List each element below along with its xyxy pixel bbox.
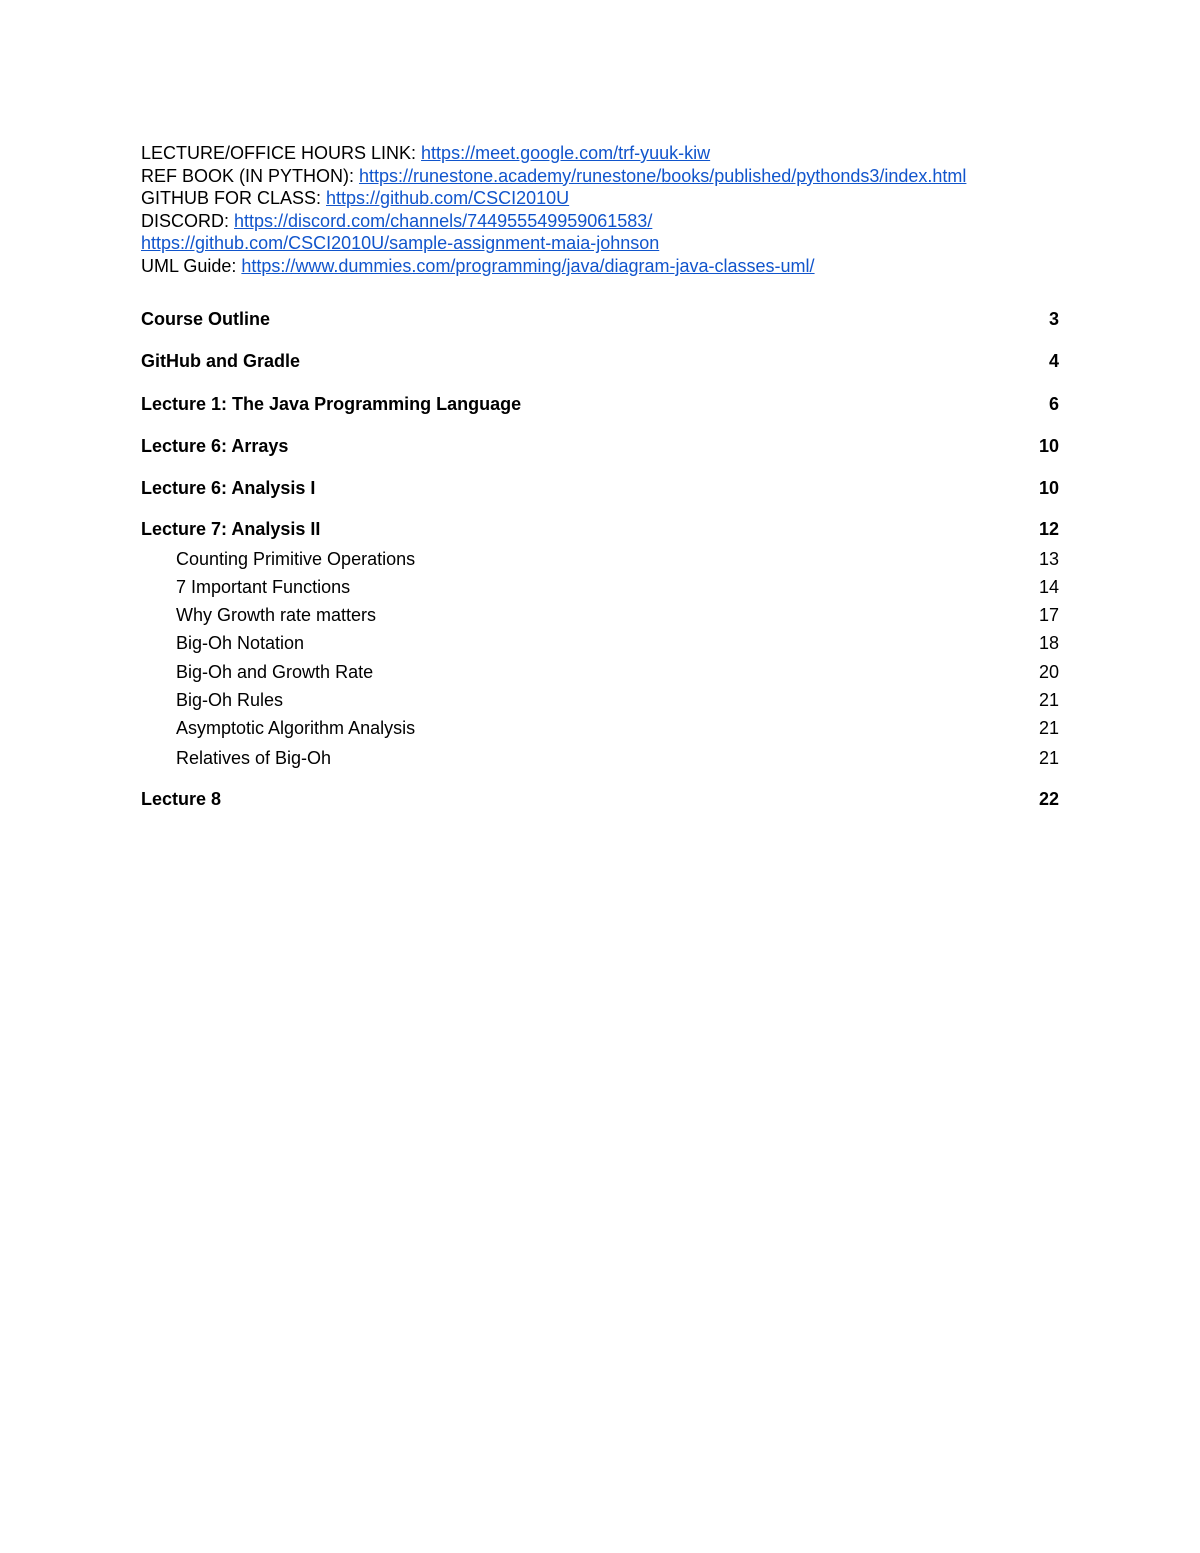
- toc-title: Asymptotic Algorithm Analysis: [176, 718, 416, 738]
- ref-book-line: [141, 165, 1101, 188]
- toc-title: Lecture 8: [141, 789, 222, 809]
- toc-subentry[interactable]: [141, 633, 1059, 654]
- uml-guide-link[interactable]: https://www.dummies.com/programming/java/diagram-java-classes-uml/: [241, 255, 815, 276]
- discord-link[interactable]: https://discord.com/channels/744955549959061583/: [234, 210, 653, 231]
- sample-assignment-line: [141, 232, 1101, 255]
- toc-page-number: 12: [1038, 519, 1059, 539]
- toc-title: Counting Primitive Operations: [176, 549, 416, 569]
- toc-subentry[interactable]: [141, 549, 1059, 570]
- toc-page-number: 21: [1038, 748, 1059, 768]
- toc-subentry[interactable]: [141, 577, 1059, 598]
- toc-entry[interactable]: [141, 394, 1059, 415]
- toc-page-number: 17: [1038, 605, 1059, 625]
- toc-title: Why Growth rate matters: [176, 605, 377, 625]
- toc-page-number: 22: [1038, 789, 1059, 809]
- toc-subentry[interactable]: [141, 718, 1059, 739]
- toc-page-number: 21: [1038, 690, 1059, 710]
- toc-page-number: 6: [1048, 394, 1059, 414]
- toc-page-number: 10: [1038, 436, 1059, 456]
- toc-page-number: 3: [1048, 309, 1059, 329]
- toc-title: Lecture 1: The Java Programming Language: [141, 394, 522, 414]
- toc-entry[interactable]: [141, 309, 1059, 330]
- toc-title: Course Outline: [141, 309, 271, 329]
- link-label: DISCORD:: [141, 210, 235, 231]
- toc-entry[interactable]: [141, 351, 1059, 372]
- github-class-line: [141, 187, 1101, 210]
- toc-title: Big-Oh and Growth Rate: [176, 662, 374, 682]
- toc-title: 7 Important Functions: [176, 577, 351, 597]
- link-label: GITHUB FOR CLASS:: [141, 188, 327, 209]
- link-label: UML Guide:: [141, 255, 242, 276]
- meet-link[interactable]: https://meet.google.com/trf-yuuk-kiw: [421, 143, 711, 163]
- toc-entry[interactable]: [141, 519, 1059, 540]
- toc-page-number: 14: [1038, 577, 1059, 597]
- toc-page-number: 13: [1038, 549, 1059, 569]
- toc-title: Lecture 7: Analysis II: [141, 519, 321, 539]
- toc-page-number: 10: [1038, 478, 1059, 498]
- toc-title: Lecture 6: Analysis I: [141, 478, 316, 498]
- toc-title: Big-Oh Notation: [176, 633, 305, 653]
- toc-page-number: 21: [1038, 718, 1059, 738]
- toc-page-number: 4: [1048, 351, 1059, 371]
- toc-entry[interactable]: [141, 436, 1059, 457]
- discord-line: [141, 210, 1101, 233]
- toc-subentry[interactable]: [141, 748, 1059, 769]
- toc-title: Lecture 6: Arrays: [141, 436, 289, 456]
- github-class-link[interactable]: https://github.com/CSCI2010U: [326, 188, 570, 209]
- sample-assignment-link[interactable]: https://github.com/CSCI2010U/sample-assignment-maia-johnson: [141, 233, 660, 254]
- link-label: LECTURE/OFFICE HOURS LINK:: [141, 143, 422, 163]
- uml-guide-line: [141, 255, 1101, 278]
- runestone-link[interactable]: https://runestone.academy/runestone/books/published/pythonds3/index.html: [359, 165, 967, 186]
- header-links-block: [141, 142, 1101, 278]
- toc-subentry[interactable]: [141, 690, 1059, 711]
- toc-page-number: 18: [1038, 633, 1059, 653]
- toc-entry[interactable]: [141, 478, 1059, 499]
- toc-page-number: 20: [1038, 662, 1059, 682]
- toc-subentry[interactable]: [141, 605, 1059, 626]
- toc-title: Big-Oh Rules: [176, 690, 284, 710]
- toc-entry[interactable]: [141, 789, 1059, 810]
- toc-title: Relatives of Big-Oh: [176, 748, 332, 768]
- toc-title: GitHub and Gradle: [141, 351, 301, 371]
- lecture-office-hours-line: [141, 142, 1101, 165]
- link-label: REF BOOK (IN PYTHON):: [141, 165, 360, 186]
- toc-subentry[interactable]: [141, 662, 1059, 683]
